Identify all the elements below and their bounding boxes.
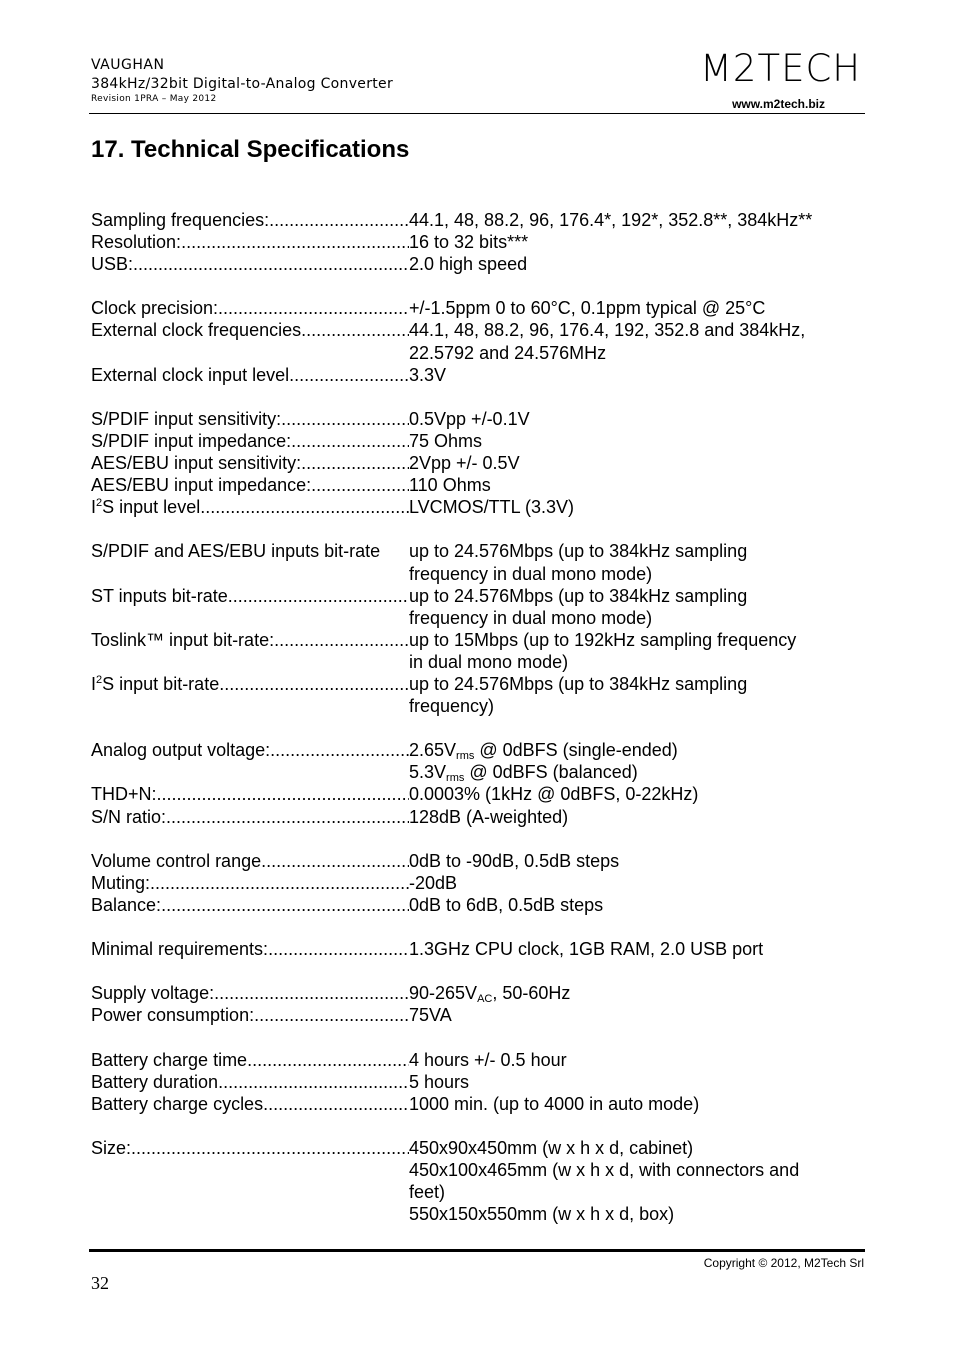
spec-row-analog-output bbox=[91, 739, 851, 783]
spec-row-battery-cycles bbox=[91, 1093, 851, 1115]
spec-value: 4 hours +/- 0.5 hour bbox=[409, 1049, 567, 1070]
spec-value-line: 550x150x550mm (w x h x d, box) bbox=[409, 1204, 675, 1225]
spacer bbox=[91, 717, 851, 739]
spec-label: Balance: bbox=[91, 894, 162, 915]
spec-label: Minimal requirements: bbox=[91, 939, 269, 960]
spec-value: 0dB to -90dB, 0.5dB steps bbox=[409, 850, 620, 871]
leader-dots bbox=[261, 850, 409, 872]
page-number: 32 bbox=[91, 1273, 109, 1293]
header-product-info bbox=[91, 58, 393, 104]
spec-value-line: $2.65V_{rms}$ @ 0dBFS (single-ended) bbox=[409, 740, 678, 763]
spec-row-usb bbox=[91, 253, 851, 275]
spec-row-st-bitrate bbox=[91, 585, 851, 629]
spec-label: Sampling frequencies: bbox=[91, 210, 270, 230]
spec-value bbox=[409, 585, 851, 629]
spec-value-line: $5.3V_{rms}$ @ 0dBFS (balanced) bbox=[409, 762, 638, 785]
spec-row-aes-sensitivity bbox=[91, 452, 851, 474]
spacer bbox=[91, 960, 851, 982]
spec-value-line: 450x90x450mm (w x h x d, cabinet) bbox=[409, 1137, 694, 1158]
spec-value: 0.5Vpp +/-0.1V bbox=[409, 408, 530, 429]
spec-value: 1000 min. (up to 4000 in auto mode) bbox=[409, 1093, 700, 1114]
leader-dots bbox=[269, 209, 409, 231]
spacer bbox=[91, 1115, 851, 1137]
spec-value-line: up to 15Mbps (up to 192kHz sampling frequency bbox=[409, 629, 797, 650]
header-product-desc: 384kHz/32bit Digital-to-Analog Converter bbox=[91, 76, 394, 92]
leader-dots bbox=[254, 1004, 409, 1026]
leader-dots bbox=[214, 982, 409, 1004]
spec-value: 2.0 high speed bbox=[409, 254, 528, 275]
spec-row-min-requirements bbox=[91, 938, 851, 960]
footer-rule bbox=[89, 1249, 865, 1252]
spec-row-power bbox=[91, 1004, 851, 1026]
spec-value-line: frequency in dual mono mode) bbox=[409, 607, 653, 628]
spec-value: 0.0003% (1kHz @ 0dBFS, 0-22kHz) bbox=[409, 784, 699, 805]
spec-value: 1.3GHz CPU clock, 1GB RAM, 2.0 USB port bbox=[409, 939, 764, 960]
spec-value: 110 Ohms bbox=[409, 475, 491, 496]
spec-value: 0dB to 6dB, 0.5dB steps bbox=[409, 894, 604, 915]
spec-value-line: frequency) bbox=[409, 696, 495, 717]
spec-label: Battery charge cycles bbox=[91, 1093, 264, 1114]
spec-value-line: frequency in dual mono mode) bbox=[409, 563, 653, 584]
spec-row-thdn bbox=[91, 783, 851, 805]
spec-label: Battery charge time bbox=[91, 1049, 248, 1070]
leader-dots bbox=[218, 1071, 409, 1093]
spec-row-resolution bbox=[91, 231, 851, 253]
spec-label: ST inputs bit-rate bbox=[91, 585, 228, 606]
header-product-name: VAUGHAN bbox=[91, 57, 165, 73]
leader-dots bbox=[270, 739, 409, 783]
leader-dots bbox=[268, 938, 409, 960]
spec-value: 128dB (A-weighted) bbox=[409, 806, 569, 827]
spec-label: THD+N: bbox=[91, 784, 157, 805]
spec-label: S/N ratio: bbox=[91, 806, 167, 827]
spec-label: Power consumption: bbox=[91, 1005, 255, 1026]
leader-dots bbox=[218, 297, 409, 319]
spec-value: 44.1, 48, 88.2, 96, 176.4*, 192*, 352.8**, 384kHz** bbox=[409, 210, 813, 230]
spec-label: S/PDIF input impedance: bbox=[91, 430, 292, 451]
leader-dots bbox=[150, 872, 409, 894]
spec-row-supply-voltage bbox=[91, 982, 851, 1004]
footer-copyright: Copyright © 2012, M2Tech Srl bbox=[703, 1256, 864, 1270]
spec-label: AES/EBU input sensitivity: bbox=[91, 453, 302, 474]
spec-row-i2s-level bbox=[91, 496, 851, 518]
spec-label: Resolution: bbox=[91, 232, 182, 253]
spec-value-line: in dual mono mode) bbox=[409, 651, 569, 672]
spec-label: Clock precision: bbox=[91, 298, 219, 319]
spec-value-line: 44.1, 48, 88.2, 96, 176.4, 192, 352.8 and 384kHz, bbox=[409, 320, 806, 341]
leader-dots bbox=[133, 253, 409, 275]
spec-row-size bbox=[91, 1137, 851, 1225]
leader-dots bbox=[247, 1049, 409, 1071]
spec-value-line: 22.5792 and 24.576MHz bbox=[409, 342, 607, 363]
spec-row-balance bbox=[91, 894, 851, 916]
spec-label: $I^2S$ input level bbox=[91, 497, 201, 518]
spec-value-line: feet) bbox=[409, 1182, 446, 1203]
spec-label: Supply voltage: bbox=[91, 983, 215, 1004]
spec-row-spdif-aes-bitrate bbox=[91, 540, 851, 584]
spec-label: S/PDIF and AES/EBU inputs bit-rate bbox=[91, 541, 381, 562]
spec-value: -20dB bbox=[409, 872, 458, 893]
spec-value: 75VA bbox=[409, 1005, 452, 1026]
spec-value-line: 450x100x465mm (w x h x d, with connectors and bbox=[409, 1160, 800, 1181]
spec-row-i2s-bitrate bbox=[91, 673, 851, 717]
spec-value: 2Vpp +/- 0.5V bbox=[409, 453, 520, 474]
page-title: 17. Technical Specifications bbox=[91, 136, 410, 163]
spec-value bbox=[409, 540, 851, 584]
spec-value: 16 to 32 bits*** bbox=[409, 232, 529, 253]
spec-value-line: up to 24.576Mbps (up to 384kHz sampling bbox=[409, 673, 748, 694]
spec-label: USB: bbox=[91, 254, 134, 275]
spec-value bbox=[409, 629, 851, 673]
spec-row-ext-clock-freq bbox=[91, 319, 851, 363]
spec-row-toslink-bitrate bbox=[91, 629, 851, 673]
spec-label: AES/EBU input impedance: bbox=[91, 475, 312, 496]
spec-label: External clock input level bbox=[91, 364, 290, 385]
spec-label: Battery duration bbox=[91, 1071, 219, 1092]
leader-dots bbox=[263, 1093, 409, 1115]
spec-row-volume-range bbox=[91, 850, 851, 872]
spec-row-battery-duration bbox=[91, 1071, 851, 1093]
leader-dots bbox=[291, 430, 409, 452]
leader-dots bbox=[301, 319, 409, 363]
spec-value: +/-1.5ppm 0 to 60°C, 0.1ppm typical @ 25°C bbox=[409, 298, 766, 319]
spec-label: Size: bbox=[91, 1137, 132, 1158]
leader-dots bbox=[166, 806, 409, 828]
spec-value bbox=[409, 1137, 851, 1225]
spec-label: S/PDIF input sensitivity: bbox=[91, 408, 282, 429]
spec-value bbox=[409, 739, 851, 783]
leader-dots bbox=[157, 783, 409, 805]
spacer bbox=[91, 386, 851, 408]
leader-dots bbox=[181, 231, 409, 253]
spec-row-muting bbox=[91, 872, 851, 894]
spec-list bbox=[91, 209, 851, 1225]
header-rule bbox=[89, 113, 865, 114]
spec-value: LVCMOS/TTL (3.3V) bbox=[409, 497, 575, 518]
spec-row-sampling bbox=[91, 209, 851, 231]
leader-dots bbox=[301, 452, 409, 474]
leader-dots bbox=[131, 1137, 409, 1225]
spec-value bbox=[409, 319, 851, 363]
spec-label: Volume control range bbox=[91, 850, 262, 871]
spec-row-clock-precision bbox=[91, 297, 851, 319]
leader-dots bbox=[228, 585, 409, 629]
spec-label: Toslink™ input bit-rate: bbox=[91, 629, 275, 650]
spec-label: External clock frequencies bbox=[91, 320, 302, 341]
spec-value: 75 Ohms bbox=[409, 430, 483, 451]
spacer bbox=[91, 916, 851, 938]
spec-row-spdif-sensitivity bbox=[91, 408, 851, 430]
leader-dots bbox=[274, 629, 409, 673]
leader-dots bbox=[219, 673, 409, 717]
spec-label: $I^2S$ input bit-rate bbox=[91, 673, 220, 694]
spacer bbox=[91, 518, 851, 540]
spec-row-aes-impedance bbox=[91, 474, 851, 496]
spec-value bbox=[409, 673, 851, 717]
spec-row-sn-ratio bbox=[91, 806, 851, 828]
spec-label: Muting: bbox=[91, 872, 151, 893]
m2tech-logo: M2TECH bbox=[700, 47, 862, 90]
spacer bbox=[91, 1026, 851, 1048]
spec-value: 3.3V bbox=[409, 364, 447, 385]
leader-dots bbox=[281, 408, 409, 430]
spec-value-line: up to 24.576Mbps (up to 384kHz sampling bbox=[409, 541, 748, 562]
leader-dots bbox=[311, 474, 409, 496]
leader-dots bbox=[161, 894, 409, 916]
header-website: www.m2tech.biz bbox=[732, 97, 825, 111]
spacer bbox=[91, 275, 851, 297]
spacer bbox=[91, 828, 851, 850]
header-revision: Revision 1PRA – May 2012 bbox=[91, 94, 217, 104]
spec-value: 5 hours bbox=[409, 1071, 470, 1092]
leader-dots bbox=[200, 496, 409, 518]
spec-value-line: up to 24.576Mbps (up to 384kHz sampling bbox=[409, 585, 748, 606]
leader-dots bbox=[289, 364, 409, 386]
spec-row-battery-charge-time bbox=[91, 1049, 851, 1071]
spec-row-spdif-impedance bbox=[91, 430, 851, 452]
spec-row-ext-clock-level bbox=[91, 364, 851, 386]
spec-label: Analog output voltage: bbox=[91, 740, 271, 761]
spec-value: $90-265V_{AC}$, 50-60Hz bbox=[409, 983, 571, 1006]
